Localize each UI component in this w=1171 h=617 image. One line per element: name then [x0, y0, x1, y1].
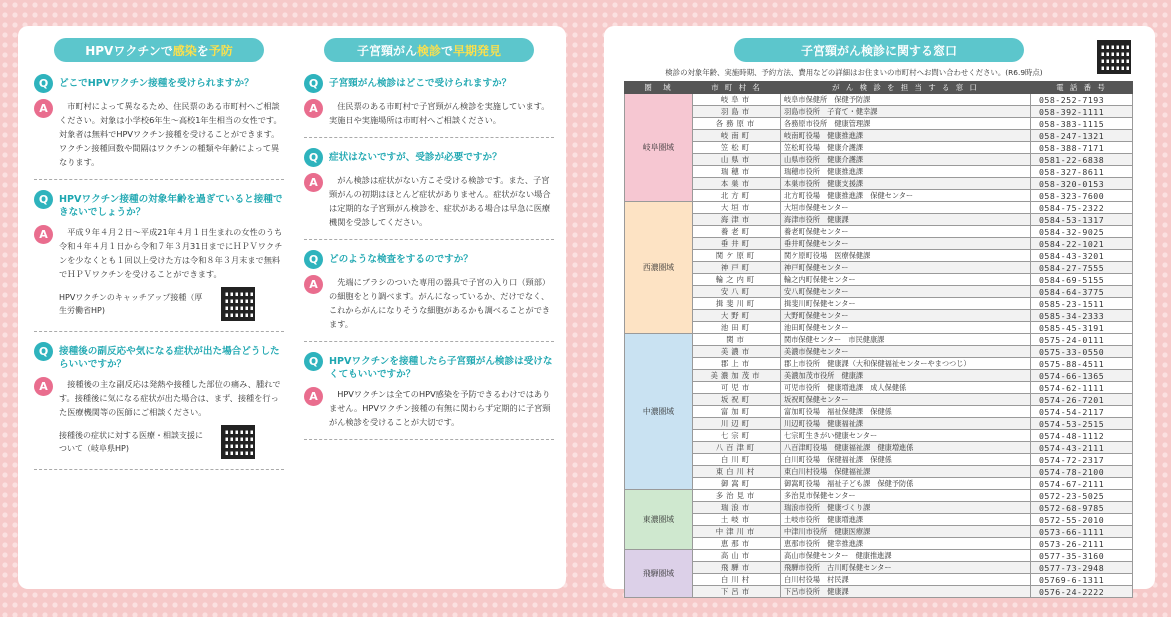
municipality-cell: 本巣市 [693, 178, 781, 190]
qa-item [34, 74, 284, 169]
phone-cell[interactable]: 0584-64-3775 [1031, 286, 1133, 298]
municipality-cell: 大野町 [693, 310, 781, 322]
phone-cell[interactable]: 0574-62-1111 [1031, 382, 1133, 394]
municipality-cell: 川辺町 [693, 418, 781, 430]
phone-cell[interactable]: 0576-24-2222 [1031, 586, 1133, 598]
table-row [625, 478, 1133, 490]
municipality-cell: 関ケ原町 [693, 250, 781, 262]
office-cell: 笠松町役場 健康介護課 [781, 142, 1031, 154]
table-row [625, 430, 1133, 442]
answer-row [304, 173, 554, 229]
office-cell: 関ケ原町役場 医療保健課 [781, 250, 1031, 262]
municipality-cell: 富加町 [693, 406, 781, 418]
region-cell: 岐阜圏域 [625, 94, 693, 202]
phone-cell[interactable]: 0575-88-4511 [1031, 358, 1133, 370]
phone-cell[interactable]: 058-383-1115 [1031, 118, 1133, 130]
phone-cell[interactable]: 058-327-8611 [1031, 166, 1133, 178]
phone-cell[interactable]: 0574-78-2100 [1031, 466, 1133, 478]
office-cell: 輪之内町保健センター [781, 274, 1031, 286]
municipality-cell: 御嵩町 [693, 478, 781, 490]
municipality-cell: 海津市 [693, 214, 781, 226]
column-header-cell: が ん 検 診 を 担 当 す る 窓 口 [781, 82, 1031, 94]
office-cell: 瑞穂市役所 健康推進課 [781, 166, 1031, 178]
qa-item [304, 74, 554, 127]
municipality-cell: 中津川市 [693, 526, 781, 538]
qa-panel [18, 26, 566, 589]
answer-text: 平成９年４月２日〜平成21年４月１日生まれの女性のうち令和４年４月１日から令和７年３月31日までにＨＰＶワクチンを少なくとも１回以上受けた方は令和８年３月末まで無料でＨＰＶワクチンを受けることができます。 [59, 227, 283, 279]
answer-row [34, 377, 284, 419]
office-cell: 養老町保健センター [781, 226, 1031, 238]
phone-cell[interactable]: 0584-32-9025 [1031, 226, 1133, 238]
table-row [625, 370, 1133, 382]
table-row [625, 346, 1133, 358]
table-row [625, 226, 1133, 238]
office-cell: 多治見市保健センター [781, 490, 1031, 502]
q-badge-icon: Q [34, 74, 53, 93]
question-row [34, 342, 284, 371]
phone-cell[interactable]: 0572-55-2010 [1031, 514, 1133, 526]
answer-text: がん検診は症状がない方こそ受ける検診です。また、子宮頸がんの初期はほとんど症状がありません。症状がない場合は定期的な子宮頸がん検診を、症状がある場合は早急に医療機関を受診してください。 [329, 175, 551, 227]
office-cell: 瑞浪市役所 健康づくり課 [781, 502, 1031, 514]
phone-cell[interactable]: 0585-45-3191 [1031, 322, 1133, 334]
divider [34, 179, 284, 180]
office-cell: 東白川村役場 保健福祉課 [781, 466, 1031, 478]
a-badge-icon: A [304, 275, 323, 294]
office-cell: 垂井町保健センター [781, 238, 1031, 250]
municipality-cell: 池田町 [693, 322, 781, 334]
office-cell: 可児市役所 健康増進課 成人保健係 [781, 382, 1031, 394]
table-row [625, 586, 1133, 598]
question-text: 子宮頸がん検診はどこで受けられますか？ [329, 78, 512, 89]
municipality-cell: 土岐市 [693, 514, 781, 526]
municipality-cell: 恵那市 [693, 538, 781, 550]
phone-cell[interactable]: 058-392-1111 [1031, 106, 1133, 118]
municipality-cell: 岐南町 [693, 130, 781, 142]
office-cell: 八百津町役場 健康福祉課 健康増進係 [781, 442, 1031, 454]
office-cell: 関市保健センター 市民健康課 [781, 334, 1031, 346]
table-row [625, 274, 1133, 286]
phone-cell[interactable]: 0584-43-3201 [1031, 250, 1133, 262]
a-badge-icon: A [34, 377, 53, 396]
answer-text: 市町村によって異なるため、住民票のある市町村へご相談ください。対象は小学校6年生〜高校1年生相当の女性です。対象者は無料でHPVワクチン接種を受けることができます。ワクチン接種回数や間隔はワクチンの種類や年齢によって異なります。 [59, 101, 282, 167]
municipality-cell: 揖斐川町 [693, 298, 781, 310]
phone-cell[interactable]: 0584-69-5155 [1031, 274, 1133, 286]
reference-text: 接種後の症状に対する医療・相談支援について（岐阜県HP) [59, 431, 203, 453]
contacts-title: 子宮頸がん検診に関する窓口 [734, 38, 1024, 62]
contacts-subtitle: 検診の対象年齢、実施時期、予約方法、費用などの詳細はお住まいの市町村へお問い合わせください。(R6.9時点) [665, 68, 1043, 77]
municipality-cell: 美濃市 [693, 346, 781, 358]
answer-row [304, 387, 554, 429]
municipality-cell: 大垣市 [693, 202, 781, 214]
cervical-screening-column [304, 38, 554, 450]
office-cell: 川辺町役場 健康福祉課 [781, 418, 1031, 430]
office-cell: 神戸町保健センター [781, 262, 1031, 274]
question-text: どこでHPVワクチン接種を受けられますか？ [59, 78, 254, 89]
table-row [625, 550, 1133, 562]
table-row [625, 190, 1133, 202]
table-row [625, 418, 1133, 430]
reference-text: HPVワクチンのキャッチアップ接種（厚生労働省HP) [59, 293, 203, 315]
question-row [304, 352, 554, 381]
phone-cell[interactable]: 0585-23-1511 [1031, 298, 1133, 310]
phone-cell[interactable]: 0584-22-1021 [1031, 238, 1133, 250]
office-cell: 坂祝町保健センター [781, 394, 1031, 406]
region-cell: 中濃圏域 [625, 334, 693, 490]
table-row [625, 238, 1133, 250]
region-cell: 飛騨圏域 [625, 550, 693, 598]
office-cell: 岐南町役場 健康推進課 [781, 130, 1031, 142]
municipality-cell: 東白川村 [693, 466, 781, 478]
office-cell: 山県市役所 健康介護課 [781, 154, 1031, 166]
municipality-cell: 可児市 [693, 382, 781, 394]
question-text: どのような検査をするのですか？ [329, 254, 473, 265]
answer-row [34, 99, 284, 169]
office-cell: 大野町保健センター [781, 310, 1031, 322]
phone-cell[interactable]: 0575-33-0550 [1031, 346, 1133, 358]
answer-text: 住民票のある市町村で子宮頸がん検診を実施しています。実施日や実施場所は市町村へご相談ください。 [329, 101, 550, 125]
answer-text: 接種後の主な副反応は発熱や接種した部位の痛み、腫れです。接種後に気になる症状が出た場合は、まず、接種を行った医療機関等の医師にご相談ください。 [59, 379, 281, 417]
table-row [625, 406, 1133, 418]
answer-text: 先端にブラシのついた専用の器具で子宮の入り口（頸部）の細胞をとり調べます。がんになっているか、だけでなく、これからがんになりそうな細胞があるかも調べることができます。 [329, 277, 551, 329]
q-badge-icon: Q [34, 190, 53, 209]
office-cell: 七宗町生きがい健康センター [781, 430, 1031, 442]
q-badge-icon: Q [304, 250, 323, 269]
phone-cell[interactable]: 0581-22-6838 [1031, 154, 1133, 166]
phone-cell[interactable]: 0584-75-2322 [1031, 202, 1133, 214]
qa-item [34, 342, 284, 459]
question-row [304, 250, 554, 269]
municipality-cell: 輪之内町 [693, 274, 781, 286]
municipality-cell: 瑞浪市 [693, 502, 781, 514]
column-header [324, 38, 534, 62]
q-badge-icon: Q [304, 74, 323, 93]
office-cell: 郡上市役所 健康課（大和保健福祉センターやまつつじ） [781, 358, 1031, 370]
phone-cell[interactable]: 05769-6-1311 [1031, 574, 1133, 586]
question-text: HPVワクチン接種の対象年齢を過ぎていると接種できないでしょうか？ [59, 194, 283, 218]
answer-row [304, 99, 554, 127]
question-text: 接種後の副反応や気になる症状が出た場合どうしたらいいですか？ [59, 346, 280, 370]
table-row [625, 358, 1133, 370]
office-cell: 羽島市役所 子育て・健幸課 [781, 106, 1031, 118]
q-badge-icon: Q [304, 148, 323, 167]
municipality-cell: 坂祝町 [693, 394, 781, 406]
table-row [625, 214, 1133, 226]
municipality-cell: 関市 [693, 334, 781, 346]
qa-item [304, 250, 554, 331]
table-row [625, 262, 1133, 274]
divider [304, 239, 554, 240]
answer-row [304, 275, 554, 331]
table-row [625, 574, 1133, 586]
a-badge-icon: A [304, 173, 323, 192]
table-row [625, 490, 1133, 502]
qa-item [34, 190, 284, 321]
municipality-cell: 飛騨市 [693, 562, 781, 574]
phone-cell[interactable]: 0573-66-1111 [1031, 526, 1133, 538]
municipality-cell: 下呂市 [693, 586, 781, 598]
question-text: 症状はないですが、受診が必要ですか？ [329, 152, 502, 163]
office-cell: 下呂市役所 健康課 [781, 586, 1031, 598]
table-row [625, 142, 1133, 154]
office-cell: 各務原市役所 健康管理課 [781, 118, 1031, 130]
table-row [625, 310, 1133, 322]
table-row [625, 526, 1133, 538]
phone-cell[interactable]: 0574-67-2111 [1031, 478, 1133, 490]
office-cell: 土岐市役所 健康増進課 [781, 514, 1031, 526]
table-row [625, 394, 1133, 406]
municipality-cell: 多治見市 [693, 490, 781, 502]
office-cell: 高山市保健センター 健康推進課 [781, 550, 1031, 562]
table-row [625, 454, 1133, 466]
phone-cell[interactable]: 0584-53-1317 [1031, 214, 1133, 226]
phone-cell[interactable]: 0574-48-1112 [1031, 430, 1133, 442]
phone-cell[interactable]: 0574-72-2317 [1031, 454, 1133, 466]
answer-row [34, 225, 284, 281]
phone-cell[interactable]: 0574-54-2117 [1031, 406, 1133, 418]
q-badge-icon: Q [304, 352, 323, 371]
municipality-cell: 美濃加茂市 [693, 370, 781, 382]
divider [304, 341, 554, 342]
office-cell: 飛騨市役所 古川町保健センター [781, 562, 1031, 574]
municipality-cell: 羽島市 [693, 106, 781, 118]
office-cell: 揖斐川町保健センター [781, 298, 1031, 310]
table-row [625, 250, 1133, 262]
column-header-cell: 圏 域 [625, 82, 693, 94]
header-text-hl2: 予防 [208, 43, 233, 58]
a-badge-icon: A [304, 387, 323, 406]
municipality-cell: 七宗町 [693, 430, 781, 442]
contacts-table [624, 81, 1133, 598]
a-badge-icon: A [34, 225, 53, 244]
phone-cell[interactable]: 0585-34-2333 [1031, 310, 1133, 322]
office-cell: 美濃加茂市役所 健康課 [781, 370, 1031, 382]
municipality-cell: 白川村 [693, 574, 781, 586]
table-row [625, 130, 1133, 142]
answer-text: HPVワクチンは全てのHPV感染を予防できるわけではありません。HPVワクチン接種の有無に関わらず定期的に子宮頸がん検診を受けることが大切です。 [329, 389, 551, 427]
table-row [625, 298, 1133, 310]
contacts-panel [604, 26, 1155, 597]
column-header-cell: 電 話 番 号 [1031, 82, 1133, 94]
divider [34, 331, 284, 332]
phone-cell[interactable]: 0574-43-2111 [1031, 442, 1133, 454]
phone-cell[interactable]: 0572-23-5025 [1031, 490, 1133, 502]
table-header-row [625, 82, 1133, 94]
question-row [34, 190, 284, 219]
qr-code-icon[interactable] [1097, 40, 1131, 74]
header-text-pre: HPVワクチンで [85, 43, 173, 58]
municipality-cell: 養老町 [693, 226, 781, 238]
table-row [625, 562, 1133, 574]
table-row [625, 154, 1133, 166]
office-cell: 恵那市役所 健幸推進課 [781, 538, 1031, 550]
table-row [625, 106, 1133, 118]
column-header-cell: 市 町 村 名 [693, 82, 781, 94]
table-row [625, 538, 1133, 550]
reference-link [34, 425, 284, 459]
office-cell: 本巣市役所 健康支援課 [781, 178, 1031, 190]
phone-cell[interactable]: 0577-35-3160 [1031, 550, 1133, 562]
municipality-cell: 高山市 [693, 550, 781, 562]
municipality-cell: 北方町 [693, 190, 781, 202]
phone-cell[interactable]: 058-252-7193 [1031, 94, 1133, 106]
region-cell: 東濃圏域 [625, 490, 693, 550]
table-row [625, 322, 1133, 334]
table-row [625, 502, 1133, 514]
table-row [625, 286, 1133, 298]
phone-cell[interactable]: 0584-27-7555 [1031, 262, 1133, 274]
municipality-cell: 瑞穂市 [693, 166, 781, 178]
qr-code-icon[interactable] [221, 425, 255, 459]
office-cell: 中津川市役所 健康医療課 [781, 526, 1031, 538]
office-cell: 美濃市保健センター [781, 346, 1031, 358]
a-badge-icon: A [304, 99, 323, 118]
divider [304, 439, 554, 440]
table-row [625, 118, 1133, 130]
column-header [54, 38, 264, 62]
header-text-mid: で [441, 43, 454, 58]
table-row [625, 334, 1133, 346]
qr-code-icon[interactable] [221, 287, 255, 321]
phone-cell[interactable]: 0577-73-2948 [1031, 562, 1133, 574]
municipality-cell: 岐阜市 [693, 94, 781, 106]
question-row [304, 74, 554, 93]
phone-cell[interactable]: 0575-24-0111 [1031, 334, 1133, 346]
qa-item [304, 352, 554, 429]
office-cell: 富加町役場 福祉保健課 保健係 [781, 406, 1031, 418]
table-row [625, 466, 1133, 478]
table-row [625, 178, 1133, 190]
region-cell: 西濃圏域 [625, 202, 693, 334]
qa-item [304, 148, 554, 229]
office-cell: 御嵩町役場 福祉子ども課 保健予防係 [781, 478, 1031, 490]
table-row [625, 442, 1133, 454]
municipality-cell: 垂井町 [693, 238, 781, 250]
table-row [625, 382, 1133, 394]
municipality-cell: 山県市 [693, 154, 781, 166]
table-row [625, 202, 1133, 214]
question-row [304, 148, 554, 167]
a-badge-icon: A [34, 99, 53, 118]
office-cell: 安八町保健センター [781, 286, 1031, 298]
phone-cell[interactable]: 058-320-0153 [1031, 178, 1133, 190]
municipality-cell: 郡上市 [693, 358, 781, 370]
phone-cell[interactable]: 0573-26-2111 [1031, 538, 1133, 550]
question-row [34, 74, 284, 93]
phone-cell[interactable]: 058-323-7600 [1031, 190, 1133, 202]
phone-cell[interactable]: 0574-66-1365 [1031, 370, 1133, 382]
reference-link [34, 287, 284, 321]
phone-cell[interactable]: 058-247-1321 [1031, 130, 1133, 142]
phone-cell[interactable]: 0572-68-9785 [1031, 502, 1133, 514]
header-text-hl1: 感染 [172, 43, 197, 58]
divider [304, 137, 554, 138]
phone-cell[interactable]: 0574-26-7201 [1031, 394, 1133, 406]
phone-cell[interactable]: 058-388-7171 [1031, 142, 1133, 154]
office-cell: 白川町役場 保健福祉課 保健係 [781, 454, 1031, 466]
office-cell: 北方町役場 健康推進課 保健センター [781, 190, 1031, 202]
office-cell: 海津市役所 健康課 [781, 214, 1031, 226]
office-cell: 岐阜市保健所 保健予防課 [781, 94, 1031, 106]
table-row [625, 514, 1133, 526]
municipality-cell: 八百津町 [693, 442, 781, 454]
municipality-cell: 神戸町 [693, 262, 781, 274]
question-text: HPVワクチンを接種したら子宮頸がん検診は受けなくてもいいですか？ [329, 356, 553, 380]
office-cell: 白川村役場 村民課 [781, 574, 1031, 586]
table-row [625, 166, 1133, 178]
municipality-cell: 笠松町 [693, 142, 781, 154]
office-cell: 池田町保健センター [781, 322, 1031, 334]
table-row [625, 94, 1133, 106]
office-cell: 大垣市保健センター [781, 202, 1031, 214]
municipality-cell: 白川町 [693, 454, 781, 466]
municipality-cell: 各務原市 [693, 118, 781, 130]
municipality-cell: 安八町 [693, 286, 781, 298]
header-text-hl2: 早期発見 [453, 43, 502, 58]
hpv-vaccine-column [34, 38, 284, 480]
phone-cell[interactable]: 0574-53-2515 [1031, 418, 1133, 430]
q-badge-icon: Q [34, 342, 53, 361]
header-text-pre: 子宮頸がん [356, 43, 417, 58]
divider [34, 469, 284, 470]
header-text-mid: を [196, 43, 209, 58]
header-text-hl1: 検診 [416, 43, 441, 58]
